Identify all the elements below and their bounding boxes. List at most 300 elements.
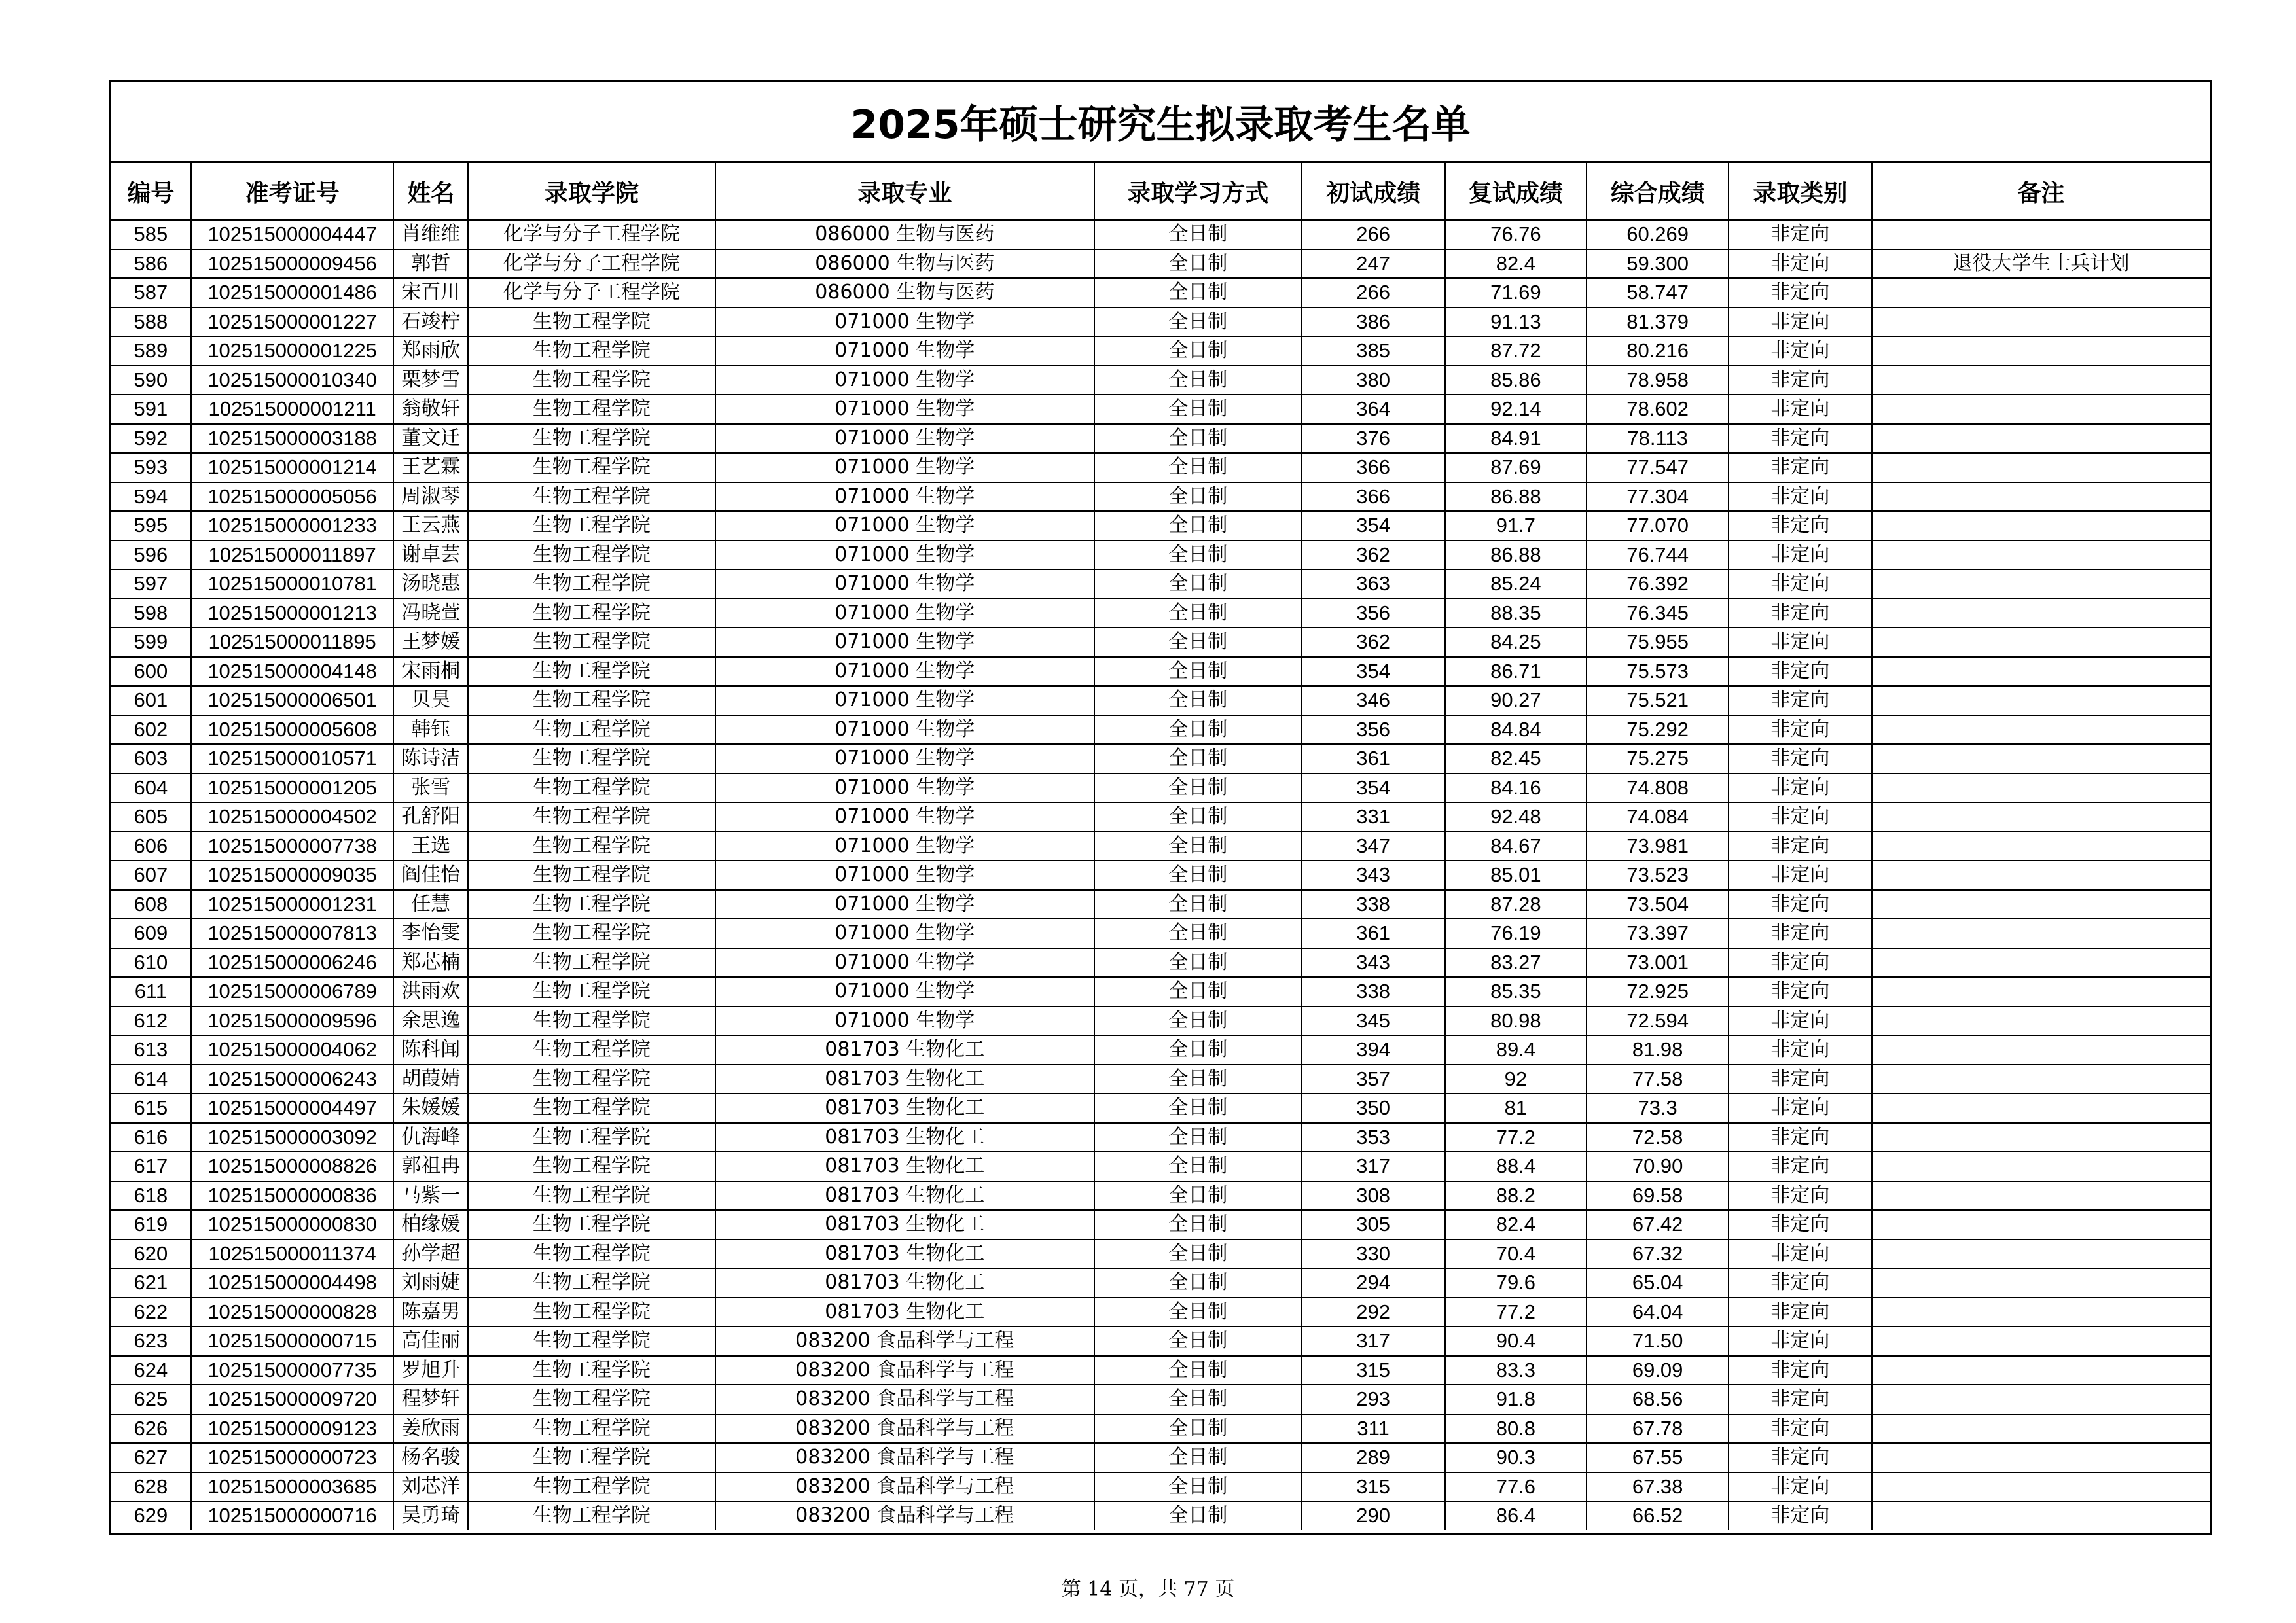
cell-study-mode: 全日制 [1094, 1356, 1302, 1385]
cell-name: 王选 [393, 832, 468, 861]
cell-initial-score: 346 [1302, 686, 1445, 715]
cell-admission-type: 非定向 [1729, 890, 1872, 919]
cell-remarks [1872, 366, 2210, 395]
cell-college: 生物工程学院 [468, 686, 715, 715]
cell-study-mode: 全日制 [1094, 1123, 1302, 1152]
cell-number: 621 [111, 1268, 191, 1298]
cell-admission-type: 非定向 [1729, 1472, 1872, 1502]
cell-retest-score: 91.13 [1445, 308, 1587, 337]
cell-study-mode: 全日制 [1094, 715, 1302, 745]
cell-exam-id: 102515000005608 [191, 715, 394, 745]
cell-admission-type: 非定向 [1729, 1007, 1872, 1036]
cell-retest-score: 86.71 [1445, 657, 1587, 687]
cell-total-score: 76.392 [1587, 569, 1729, 599]
cell-remarks [1872, 395, 2210, 424]
cell-name: 罗旭升 [393, 1356, 468, 1385]
cell-college: 生物工程学院 [468, 1501, 715, 1530]
cell-college: 生物工程学院 [468, 861, 715, 890]
cell-initial-score: 354 [1302, 774, 1445, 803]
cell-admission-type: 非定向 [1729, 569, 1872, 599]
cell-name: 孔舒阳 [393, 802, 468, 832]
cell-initial-score: 315 [1302, 1472, 1445, 1502]
cell-major: 086000 生物与医药 [715, 220, 1094, 249]
cell-initial-score: 317 [1302, 1327, 1445, 1356]
cell-number: 620 [111, 1240, 191, 1269]
cell-total-score: 60.269 [1587, 220, 1729, 249]
cell-study-mode: 全日制 [1094, 308, 1302, 337]
cell-college: 生物工程学院 [468, 1327, 715, 1356]
table-row [111, 1152, 2210, 1181]
cell-admission-type: 非定向 [1729, 744, 1872, 774]
cell-number: 590 [111, 366, 191, 395]
cell-exam-id: 102515000010571 [191, 744, 394, 774]
cell-retest-score: 88.4 [1445, 1152, 1587, 1181]
cell-study-mode: 全日制 [1094, 1298, 1302, 1327]
cell-remarks [1872, 1007, 2210, 1036]
page-number-footer: 第 14 页，共 77 页 [1061, 1578, 1235, 1601]
cell-exam-id: 102515000000723 [191, 1443, 394, 1472]
table-row [111, 395, 2210, 424]
cell-admission-type: 非定向 [1729, 249, 1872, 279]
col-header-college: 录取学院 [468, 163, 715, 220]
cell-total-score: 67.32 [1587, 1240, 1729, 1269]
table-row [111, 1240, 2210, 1269]
cell-total-score: 67.42 [1587, 1210, 1729, 1240]
cell-major: 071000 生物学 [715, 948, 1094, 978]
cell-college: 化学与分子工程学院 [468, 220, 715, 249]
cell-exam-id: 102515000001225 [191, 336, 394, 366]
cell-name: 胡葭婧 [393, 1065, 468, 1094]
cell-name: 洪雨欢 [393, 977, 468, 1007]
cell-major: 086000 生物与医药 [715, 278, 1094, 308]
cell-initial-score: 294 [1302, 1268, 1445, 1298]
cell-remarks [1872, 774, 2210, 803]
cell-college: 生物工程学院 [468, 308, 715, 337]
cell-name: 仇海峰 [393, 1123, 468, 1152]
cell-number: 606 [111, 832, 191, 861]
cell-retest-score: 85.01 [1445, 861, 1587, 890]
table-header-row [111, 163, 2210, 220]
cell-admission-type: 非定向 [1729, 1240, 1872, 1269]
cell-name: 韩钰 [393, 715, 468, 745]
cell-number: 593 [111, 453, 191, 482]
cell-retest-score: 92.14 [1445, 395, 1587, 424]
cell-major: 081703 生物化工 [715, 1240, 1094, 1269]
table-row [111, 1007, 2210, 1036]
cell-study-mode: 全日制 [1094, 453, 1302, 482]
cell-remarks: 退役大学生士兵计划 [1872, 249, 2210, 279]
cell-total-score: 73.981 [1587, 832, 1729, 861]
cell-college: 生物工程学院 [468, 1268, 715, 1298]
cell-remarks [1872, 1094, 2210, 1123]
cell-remarks [1872, 948, 2210, 978]
cell-major: 071000 生物学 [715, 482, 1094, 512]
cell-study-mode: 全日制 [1094, 1035, 1302, 1065]
cell-major: 071000 生物学 [715, 1007, 1094, 1036]
cell-retest-score: 91.7 [1445, 511, 1587, 541]
col-header-major: 录取专业 [715, 163, 1094, 220]
cell-study-mode: 全日制 [1094, 336, 1302, 366]
cell-major: 071000 生物学 [715, 977, 1094, 1007]
cell-retest-score: 90.27 [1445, 686, 1587, 715]
cell-number: 616 [111, 1123, 191, 1152]
cell-college: 生物工程学院 [468, 977, 715, 1007]
cell-admission-type: 非定向 [1729, 1268, 1872, 1298]
cell-total-score: 75.275 [1587, 744, 1729, 774]
cell-major: 071000 生物学 [715, 424, 1094, 454]
cell-name: 刘芯洋 [393, 1472, 468, 1502]
cell-name: 高佳丽 [393, 1327, 468, 1356]
cell-retest-score: 77.6 [1445, 1472, 1587, 1502]
cell-college: 生物工程学院 [468, 336, 715, 366]
cell-initial-score: 361 [1302, 744, 1445, 774]
cell-total-score: 67.78 [1587, 1414, 1729, 1444]
cell-major: 083200 食品科学与工程 [715, 1327, 1094, 1356]
cell-retest-score: 83.3 [1445, 1356, 1587, 1385]
cell-total-score: 75.292 [1587, 715, 1729, 745]
table-row [111, 366, 2210, 395]
cell-college: 生物工程学院 [468, 599, 715, 628]
cell-college: 生物工程学院 [468, 511, 715, 541]
cell-name: 陈嘉男 [393, 1298, 468, 1327]
cell-exam-id: 102515000001214 [191, 453, 394, 482]
table-row [111, 1501, 2210, 1530]
cell-study-mode: 全日制 [1094, 1472, 1302, 1502]
cell-name: 郭祖冉 [393, 1152, 468, 1181]
cell-college: 生物工程学院 [468, 802, 715, 832]
cell-major: 071000 生物学 [715, 715, 1094, 745]
cell-name: 余思逸 [393, 1007, 468, 1036]
cell-number: 622 [111, 1298, 191, 1327]
cell-name: 翁敬轩 [393, 395, 468, 424]
cell-initial-score: 247 [1302, 249, 1445, 279]
cell-initial-score: 343 [1302, 948, 1445, 978]
cell-total-score: 67.55 [1587, 1443, 1729, 1472]
cell-exam-id: 102515000009720 [191, 1385, 394, 1414]
cell-remarks [1872, 1123, 2210, 1152]
cell-college: 生物工程学院 [468, 1240, 715, 1269]
cell-name: 栗梦雪 [393, 366, 468, 395]
cell-initial-score: 357 [1302, 1065, 1445, 1094]
cell-study-mode: 全日制 [1094, 1007, 1302, 1036]
cell-remarks [1872, 308, 2210, 337]
cell-study-mode: 全日制 [1094, 366, 1302, 395]
cell-total-score: 75.955 [1587, 628, 1729, 657]
cell-admission-type: 非定向 [1729, 1210, 1872, 1240]
cell-name: 程梦轩 [393, 1385, 468, 1414]
cell-major: 081703 生物化工 [715, 1210, 1094, 1240]
cell-retest-score: 70.4 [1445, 1240, 1587, 1269]
cell-major: 071000 生物学 [715, 832, 1094, 861]
cell-initial-score: 266 [1302, 278, 1445, 308]
cell-name: 汤晓惠 [393, 569, 468, 599]
table-row [111, 861, 2210, 890]
cell-exam-id: 102515000000830 [191, 1210, 394, 1240]
cell-name: 肖维维 [393, 220, 468, 249]
cell-study-mode: 全日制 [1094, 657, 1302, 687]
cell-number: 603 [111, 744, 191, 774]
cell-college: 生物工程学院 [468, 1472, 715, 1502]
cell-initial-score: 376 [1302, 424, 1445, 454]
cell-admission-type: 非定向 [1729, 802, 1872, 832]
cell-admission-type: 非定向 [1729, 1065, 1872, 1094]
col-header-name: 姓名 [393, 163, 468, 220]
cell-initial-score: 343 [1302, 861, 1445, 890]
cell-college: 生物工程学院 [468, 1065, 715, 1094]
cell-admission-type: 非定向 [1729, 1298, 1872, 1327]
cell-remarks [1872, 1035, 2210, 1065]
cell-number: 588 [111, 308, 191, 337]
cell-number: 625 [111, 1385, 191, 1414]
cell-college: 生物工程学院 [468, 657, 715, 687]
cell-admission-type: 非定向 [1729, 628, 1872, 657]
cell-name: 郭哲 [393, 249, 468, 279]
cell-college: 生物工程学院 [468, 1181, 715, 1211]
table-row [111, 569, 2210, 599]
cell-remarks [1872, 861, 2210, 890]
col-header-admission-type: 录取类别 [1729, 163, 1872, 220]
cell-total-score: 74.084 [1587, 802, 1729, 832]
cell-initial-score: 361 [1302, 919, 1445, 948]
cell-total-score: 77.304 [1587, 482, 1729, 512]
cell-retest-score: 85.35 [1445, 977, 1587, 1007]
cell-exam-id: 102515000004497 [191, 1094, 394, 1123]
admission-table [111, 163, 2210, 1530]
cell-exam-id: 102515000003188 [191, 424, 394, 454]
cell-retest-score: 84.16 [1445, 774, 1587, 803]
table-row [111, 278, 2210, 308]
cell-study-mode: 全日制 [1094, 628, 1302, 657]
cell-remarks [1872, 482, 2210, 512]
cell-major: 083200 食品科学与工程 [715, 1385, 1094, 1414]
cell-number: 598 [111, 599, 191, 628]
cell-retest-score: 85.86 [1445, 366, 1587, 395]
cell-total-score: 77.547 [1587, 453, 1729, 482]
cell-remarks [1872, 1181, 2210, 1211]
cell-total-score: 64.04 [1587, 1298, 1729, 1327]
cell-total-score: 80.216 [1587, 336, 1729, 366]
cell-number: 613 [111, 1035, 191, 1065]
cell-retest-score: 88.2 [1445, 1181, 1587, 1211]
cell-name: 谢卓芸 [393, 541, 468, 570]
cell-admission-type: 非定向 [1729, 599, 1872, 628]
cell-college: 化学与分子工程学院 [468, 249, 715, 279]
cell-remarks [1872, 511, 2210, 541]
cell-admission-type: 非定向 [1729, 1152, 1872, 1181]
cell-number: 614 [111, 1065, 191, 1094]
cell-exam-id: 102515000001227 [191, 308, 394, 337]
cell-total-score: 75.573 [1587, 657, 1729, 687]
cell-college: 生物工程学院 [468, 715, 715, 745]
cell-college: 生物工程学院 [468, 1094, 715, 1123]
cell-retest-score: 84.84 [1445, 715, 1587, 745]
cell-major: 081703 生物化工 [715, 1123, 1094, 1152]
table-row [111, 1385, 2210, 1414]
cell-total-score: 73.523 [1587, 861, 1729, 890]
cell-number: 601 [111, 686, 191, 715]
cell-total-score: 69.09 [1587, 1356, 1729, 1385]
cell-exam-id: 102515000009596 [191, 1007, 394, 1036]
cell-name: 宋百川 [393, 278, 468, 308]
cell-remarks [1872, 336, 2210, 366]
cell-initial-score: 354 [1302, 511, 1445, 541]
cell-exam-id: 102515000003092 [191, 1123, 394, 1152]
cell-name: 郑雨欣 [393, 336, 468, 366]
table-row [111, 657, 2210, 687]
cell-study-mode: 全日制 [1094, 1443, 1302, 1472]
cell-total-score: 67.38 [1587, 1472, 1729, 1502]
cell-major: 081703 生物化工 [715, 1065, 1094, 1094]
cell-study-mode: 全日制 [1094, 802, 1302, 832]
cell-remarks [1872, 220, 2210, 249]
cell-remarks [1872, 628, 2210, 657]
cell-remarks [1872, 1065, 2210, 1094]
cell-college: 生物工程学院 [468, 774, 715, 803]
cell-exam-id: 102515000004498 [191, 1268, 394, 1298]
cell-retest-score: 84.67 [1445, 832, 1587, 861]
cell-exam-id: 102515000000716 [191, 1501, 394, 1530]
cell-major: 071000 生物学 [715, 336, 1094, 366]
cell-exam-id: 102515000011895 [191, 628, 394, 657]
cell-admission-type: 非定向 [1729, 861, 1872, 890]
cell-exam-id: 102515000001233 [191, 511, 394, 541]
cell-exam-id: 102515000006789 [191, 977, 394, 1007]
cell-major: 081703 生物化工 [715, 1094, 1094, 1123]
cell-name: 王梦媛 [393, 628, 468, 657]
cell-college: 生物工程学院 [468, 1443, 715, 1472]
cell-major: 081703 生物化工 [715, 1181, 1094, 1211]
cell-retest-score: 90.3 [1445, 1443, 1587, 1472]
cell-college: 生物工程学院 [468, 424, 715, 454]
cell-college: 生物工程学院 [468, 832, 715, 861]
cell-initial-score: 364 [1302, 395, 1445, 424]
cell-number: 629 [111, 1501, 191, 1530]
cell-initial-score: 356 [1302, 599, 1445, 628]
cell-initial-score: 394 [1302, 1035, 1445, 1065]
cell-exam-id: 102515000011374 [191, 1240, 394, 1269]
cell-major: 083200 食品科学与工程 [715, 1443, 1094, 1472]
cell-name: 王艺霖 [393, 453, 468, 482]
cell-initial-score: 386 [1302, 308, 1445, 337]
cell-total-score: 69.58 [1587, 1181, 1729, 1211]
cell-number: 627 [111, 1443, 191, 1472]
cell-name: 冯晓萱 [393, 599, 468, 628]
cell-total-score: 59.300 [1587, 249, 1729, 279]
cell-number: 623 [111, 1327, 191, 1356]
cell-study-mode: 全日制 [1094, 861, 1302, 890]
cell-remarks [1872, 1210, 2210, 1240]
cell-retest-score: 77.2 [1445, 1123, 1587, 1152]
cell-retest-score: 90.4 [1445, 1327, 1587, 1356]
cell-exam-id: 102515000011897 [191, 541, 394, 570]
cell-admission-type: 非定向 [1729, 424, 1872, 454]
cell-college: 生物工程学院 [468, 890, 715, 919]
table-row [111, 1327, 2210, 1356]
cell-major: 071000 生物学 [715, 541, 1094, 570]
cell-initial-score: 354 [1302, 657, 1445, 687]
cell-name: 柏缘媛 [393, 1210, 468, 1240]
cell-remarks [1872, 1356, 2210, 1385]
cell-admission-type: 非定向 [1729, 308, 1872, 337]
cell-number: 615 [111, 1094, 191, 1123]
cell-remarks [1872, 1385, 2210, 1414]
cell-major: 071000 生物学 [715, 774, 1094, 803]
cell-name: 贝昊 [393, 686, 468, 715]
cell-admission-type: 非定向 [1729, 1385, 1872, 1414]
cell-initial-score: 347 [1302, 832, 1445, 861]
cell-study-mode: 全日制 [1094, 948, 1302, 978]
cell-retest-score: 88.35 [1445, 599, 1587, 628]
cell-initial-score: 315 [1302, 1356, 1445, 1385]
cell-initial-score: 385 [1302, 336, 1445, 366]
cell-major: 071000 生物学 [715, 890, 1094, 919]
table-row [111, 628, 2210, 657]
cell-total-score: 72.925 [1587, 977, 1729, 1007]
table-row [111, 919, 2210, 948]
col-header-retest-score: 复试成绩 [1445, 163, 1587, 220]
cell-remarks [1872, 1472, 2210, 1502]
cell-number: 586 [111, 249, 191, 279]
col-header-number: 编号 [111, 163, 191, 220]
cell-initial-score: 338 [1302, 977, 1445, 1007]
cell-name: 朱媛媛 [393, 1094, 468, 1123]
cell-number: 628 [111, 1472, 191, 1502]
cell-college: 生物工程学院 [468, 366, 715, 395]
cell-exam-id: 102515000004447 [191, 220, 394, 249]
cell-initial-score: 366 [1302, 453, 1445, 482]
cell-exam-id: 102515000004062 [191, 1035, 394, 1065]
cell-name: 郑芯楠 [393, 948, 468, 978]
page-title: 2025年硕士研究生拟录取考生名单 [111, 82, 2210, 163]
cell-retest-score: 89.4 [1445, 1035, 1587, 1065]
cell-remarks [1872, 1327, 2210, 1356]
cell-exam-id: 102515000000828 [191, 1298, 394, 1327]
cell-number: 596 [111, 541, 191, 570]
cell-major: 081703 生物化工 [715, 1035, 1094, 1065]
cell-exam-id: 102515000004502 [191, 802, 394, 832]
table-row [111, 1123, 2210, 1152]
cell-total-score: 65.04 [1587, 1268, 1729, 1298]
cell-admission-type: 非定向 [1729, 1443, 1872, 1472]
cell-remarks [1872, 1152, 2210, 1181]
cell-remarks [1872, 453, 2210, 482]
admission-list-sheet [109, 80, 2212, 1535]
cell-retest-score: 77.2 [1445, 1298, 1587, 1327]
cell-number: 594 [111, 482, 191, 512]
cell-exam-id: 102515000000715 [191, 1327, 394, 1356]
cell-total-score: 73.001 [1587, 948, 1729, 978]
cell-total-score: 72.58 [1587, 1123, 1729, 1152]
cell-college: 生物工程学院 [468, 1385, 715, 1414]
cell-major: 071000 生物学 [715, 569, 1094, 599]
table-row [111, 715, 2210, 745]
cell-college: 生物工程学院 [468, 1007, 715, 1036]
cell-initial-score: 331 [1302, 802, 1445, 832]
cell-admission-type: 非定向 [1729, 1356, 1872, 1385]
cell-total-score: 58.747 [1587, 278, 1729, 308]
cell-admission-type: 非定向 [1729, 832, 1872, 861]
col-header-exam-id: 准考证号 [191, 163, 394, 220]
cell-total-score: 68.56 [1587, 1385, 1729, 1414]
cell-study-mode: 全日制 [1094, 1501, 1302, 1530]
cell-study-mode: 全日制 [1094, 511, 1302, 541]
table-row [111, 832, 2210, 861]
cell-retest-score: 79.6 [1445, 1268, 1587, 1298]
cell-total-score: 77.58 [1587, 1065, 1729, 1094]
cell-remarks [1872, 1268, 2210, 1298]
cell-admission-type: 非定向 [1729, 1123, 1872, 1152]
cell-retest-score: 82.4 [1445, 249, 1587, 279]
